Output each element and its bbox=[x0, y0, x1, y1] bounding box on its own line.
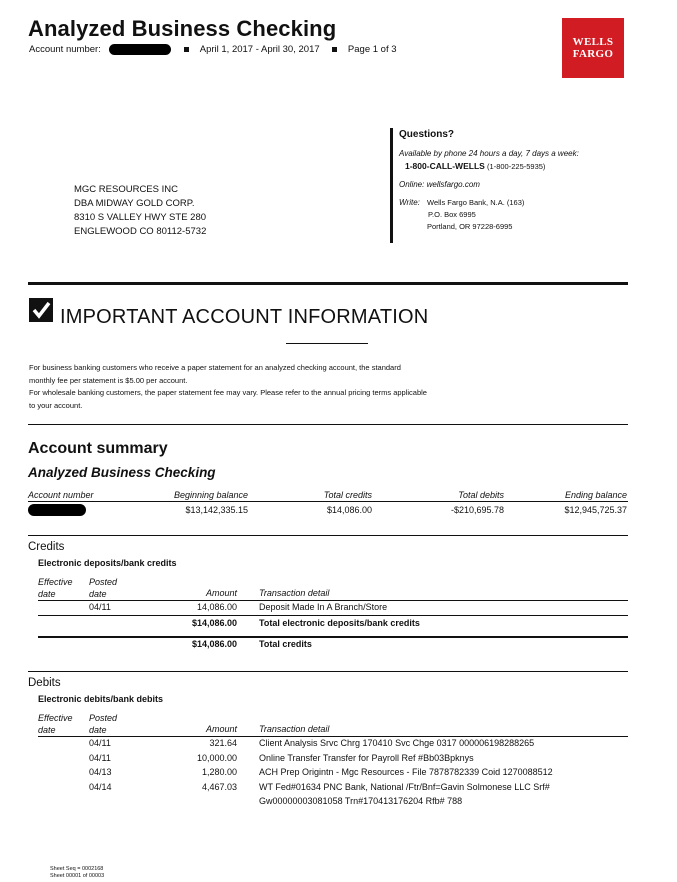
important-info-title: IMPORTANT ACCOUNT INFORMATION bbox=[60, 306, 429, 328]
online-link[interactable]: wellsfargo.com bbox=[426, 180, 480, 189]
important-notice bbox=[29, 362, 499, 412]
section-divider bbox=[28, 424, 628, 425]
credits-subtotal-label: Total electronic deposits/bank credits bbox=[259, 618, 420, 628]
section-divider bbox=[28, 671, 628, 672]
header-text: date bbox=[89, 725, 107, 735]
debit-posted-date: 04/11 bbox=[89, 738, 111, 748]
sheet-count: Sheet 00001 of 00003 bbox=[50, 873, 105, 879]
header-text: Effective bbox=[38, 713, 73, 723]
debits-header-posted bbox=[89, 712, 117, 736]
summary-header-ending: Ending balance bbox=[564, 490, 627, 500]
phone-alt: (1-800-225-5935) bbox=[487, 162, 546, 171]
questions-box bbox=[390, 128, 620, 243]
debit-detail: Client Analysis Srvc Chrg 170410 Svc Chge 0317 000006198288265 bbox=[259, 738, 535, 748]
address-line: DBA MIDWAY GOLD CORP. bbox=[74, 198, 195, 209]
debit-amount: 10,000.00 bbox=[196, 753, 237, 763]
debit-detail-continued: Gw00000003081058 Trn#170413176204 Rfb# 788 bbox=[259, 796, 463, 806]
account-number-label: Account number: bbox=[29, 44, 101, 55]
debit-amount: 321.64 bbox=[209, 738, 237, 748]
debit-posted-date: 04/13 bbox=[89, 767, 112, 777]
debit-posted-date: 04/11 bbox=[89, 753, 111, 763]
debits-header-amount: Amount bbox=[205, 724, 237, 734]
total-debits: -$210,695.78 bbox=[450, 505, 504, 515]
write-line: Portland, OR 97228-6995 bbox=[427, 222, 513, 231]
header-text: Posted bbox=[89, 577, 118, 587]
summary-header-account: Account number bbox=[28, 490, 94, 500]
debits-header-rule bbox=[38, 736, 628, 737]
credits-header-posted bbox=[89, 576, 117, 600]
debits-header-effective bbox=[38, 712, 73, 736]
header-text: date bbox=[38, 725, 56, 735]
credit-amount: 14,086.00 bbox=[196, 602, 237, 612]
address-line: ENGLEWOOD CO 80112-5732 bbox=[74, 226, 207, 237]
credits-total-rule bbox=[38, 636, 628, 638]
credits-header-detail: Transaction detail bbox=[259, 588, 330, 598]
statement-period: April 1, 2017 - April 30, 2017 bbox=[199, 44, 320, 55]
beginning-balance: $13,142,335.15 bbox=[185, 505, 248, 515]
checkmark-icon bbox=[29, 298, 53, 322]
notice-line: For wholesale banking customers, the paper statement fee may vary. Please refer to the annual pricing terms applicable bbox=[29, 388, 427, 397]
notice-line: to your account. bbox=[29, 400, 83, 410]
account-summary-subtitle: Analyzed Business Checking bbox=[28, 465, 216, 480]
phone-main: 1-800-CALL-WELLS bbox=[405, 161, 485, 171]
credit-posted-date: 04/11 bbox=[89, 602, 111, 612]
customer-address bbox=[74, 183, 206, 239]
debit-amount: 1,280.00 bbox=[201, 767, 237, 777]
write-line: Wells Fargo Bank, N.A. (163) bbox=[427, 198, 525, 207]
credits-header-amount: Amount bbox=[205, 588, 237, 598]
debit-detail: ACH Prep Origintn - Mgc Resources - File 7878782339 Coid 1270088512 bbox=[259, 767, 553, 777]
summary-header-credits: Total credits bbox=[323, 490, 372, 500]
debit-amount: 4,467.03 bbox=[201, 782, 237, 792]
logo-line-1: WELLS bbox=[572, 36, 614, 48]
summary-header-beginning: Beginning balance bbox=[173, 490, 248, 500]
write-address bbox=[427, 197, 524, 233]
questions-title: Questions? bbox=[399, 129, 455, 140]
credits-header-effective bbox=[38, 576, 73, 600]
summary-header-rule bbox=[28, 501, 628, 502]
page-number: Page 1 of 3 bbox=[347, 44, 397, 55]
header-text: Effective bbox=[38, 577, 73, 587]
logo-line-2: FARGO bbox=[572, 48, 614, 60]
credits-row-rule bbox=[38, 615, 628, 616]
wells-fargo-logo bbox=[562, 18, 624, 78]
summary-header-debits: Total debits bbox=[458, 490, 504, 500]
phone-intro: Available by phone 24 hours a day, 7 days a week: bbox=[399, 149, 579, 158]
account-summary-title: Account summary bbox=[28, 440, 168, 457]
redacted-account-number bbox=[28, 504, 86, 516]
sheet-sequence: Sheet Seq = 0002168 bbox=[50, 866, 104, 872]
total-credits: $14,086.00 bbox=[326, 505, 372, 515]
credits-header-rule bbox=[38, 600, 628, 601]
debit-detail: WT Fed#01634 PNC Bank, National /Ftr/Bnf=Gavin Solmonese LLC Srf# bbox=[259, 782, 550, 792]
debits-subtitle: Electronic debits/bank debits bbox=[38, 694, 164, 704]
notice-line: monthly fee per statement is $5.00 per account. bbox=[29, 375, 188, 385]
credits-subtitle: Electronic deposits/bank credits bbox=[38, 558, 177, 568]
debit-detail: Online Transfer Transfer for Payroll Ref #Bb03Bpknys bbox=[259, 753, 474, 763]
header-text: Posted bbox=[89, 713, 118, 723]
credit-detail: Deposit Made In A Branch/Store bbox=[259, 602, 388, 612]
redacted-account-number bbox=[109, 44, 171, 55]
title-underline bbox=[286, 343, 368, 344]
debits-title: Debits bbox=[28, 677, 61, 689]
debits-header-detail: Transaction detail bbox=[259, 724, 330, 734]
header-text: date bbox=[89, 589, 107, 599]
credits-total-amount: $14,086.00 bbox=[191, 639, 237, 649]
statement-title: Analyzed Business Checking bbox=[28, 16, 337, 41]
online-label: Online: bbox=[399, 180, 425, 189]
debit-posted-date: 04/14 bbox=[89, 782, 112, 792]
write-line: P.O. Box 6995 bbox=[428, 210, 476, 219]
credits-subtotal-amount: $14,086.00 bbox=[191, 618, 237, 628]
section-divider bbox=[28, 535, 628, 536]
header-text: date bbox=[38, 589, 56, 599]
address-line: MGC RESOURCES INC bbox=[74, 184, 178, 195]
write-label: Write: bbox=[399, 198, 420, 207]
address-line: 8310 S VALLEY HWY STE 280 bbox=[74, 212, 207, 223]
credits-total-label: Total credits bbox=[259, 639, 312, 649]
notice-line: For business banking customers who receive a paper statement for an analyzed checking account, the standard bbox=[29, 363, 401, 372]
section-divider bbox=[28, 282, 628, 285]
ending-balance: $12,945,725.37 bbox=[564, 505, 627, 515]
bullet-icon bbox=[332, 47, 337, 52]
credits-title: Credits bbox=[28, 541, 65, 553]
bullet-icon bbox=[184, 47, 189, 52]
account-line bbox=[29, 44, 397, 55]
